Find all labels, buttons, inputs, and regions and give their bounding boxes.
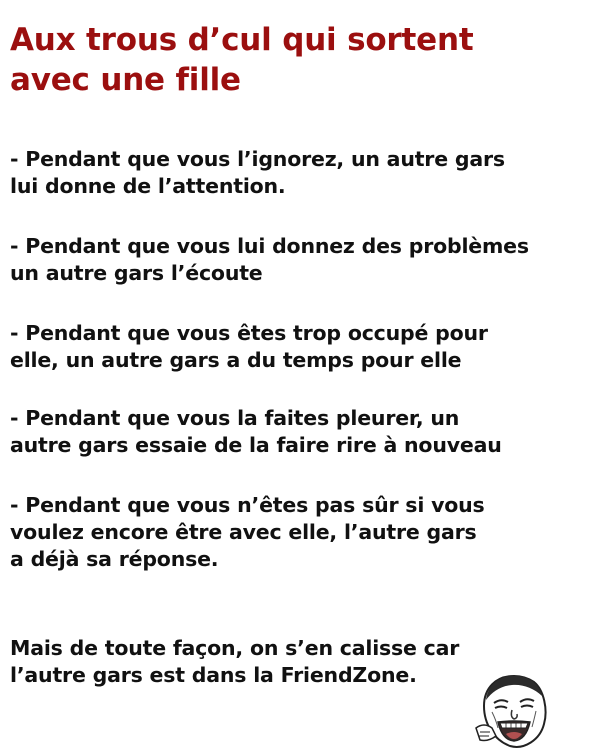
paragraph-3 — [10, 320, 600, 374]
paragraph-5-line-1: - Pendant que vous n’êtes pas sûr si vous — [10, 493, 485, 517]
conclusion-line-2: l’autre gars est dans la FriendZone. — [10, 663, 417, 687]
paragraph-5-line-3: a déjà sa réponse. — [10, 547, 219, 571]
title-line-1: Aux trous d’cul qui sortent — [10, 22, 474, 58]
yao-ming-face-icon — [474, 670, 554, 750]
conclusion-line-1: Mais de toute façon, on s’en calisse car — [10, 636, 460, 660]
paragraph-4-line-1: - Pendant que vous la faites pleurer, un — [10, 406, 460, 430]
paragraph-5 — [10, 492, 600, 573]
paragraph-1 — [10, 146, 600, 200]
paragraph-3-line-1: - Pendant que vous êtes trop occupé pour — [10, 321, 488, 345]
paragraph-1-line-2: lui donne de l’attention. — [10, 174, 286, 198]
paragraph-2-line-1: - Pendant que vous lui donnez des problèmes — [10, 234, 529, 258]
paragraph-4-line-2: autre gars essaie de la faire rire à nouveau — [10, 433, 502, 457]
paragraph-2 — [10, 233, 600, 287]
paragraph-4 — [10, 405, 600, 459]
paragraph-2-line-2: un autre gars l’écoute — [10, 261, 263, 285]
title-line-2: avec une fille — [10, 62, 241, 98]
paragraph-3-line-2: elle, un autre gars a du temps pour elle — [10, 348, 462, 372]
paragraph-5-line-2: voulez encore être avec elle, l’autre gars — [10, 520, 477, 544]
page-title — [10, 20, 590, 100]
paragraph-1-line-1: - Pendant que vous l’ignorez, un autre gars — [10, 147, 505, 171]
